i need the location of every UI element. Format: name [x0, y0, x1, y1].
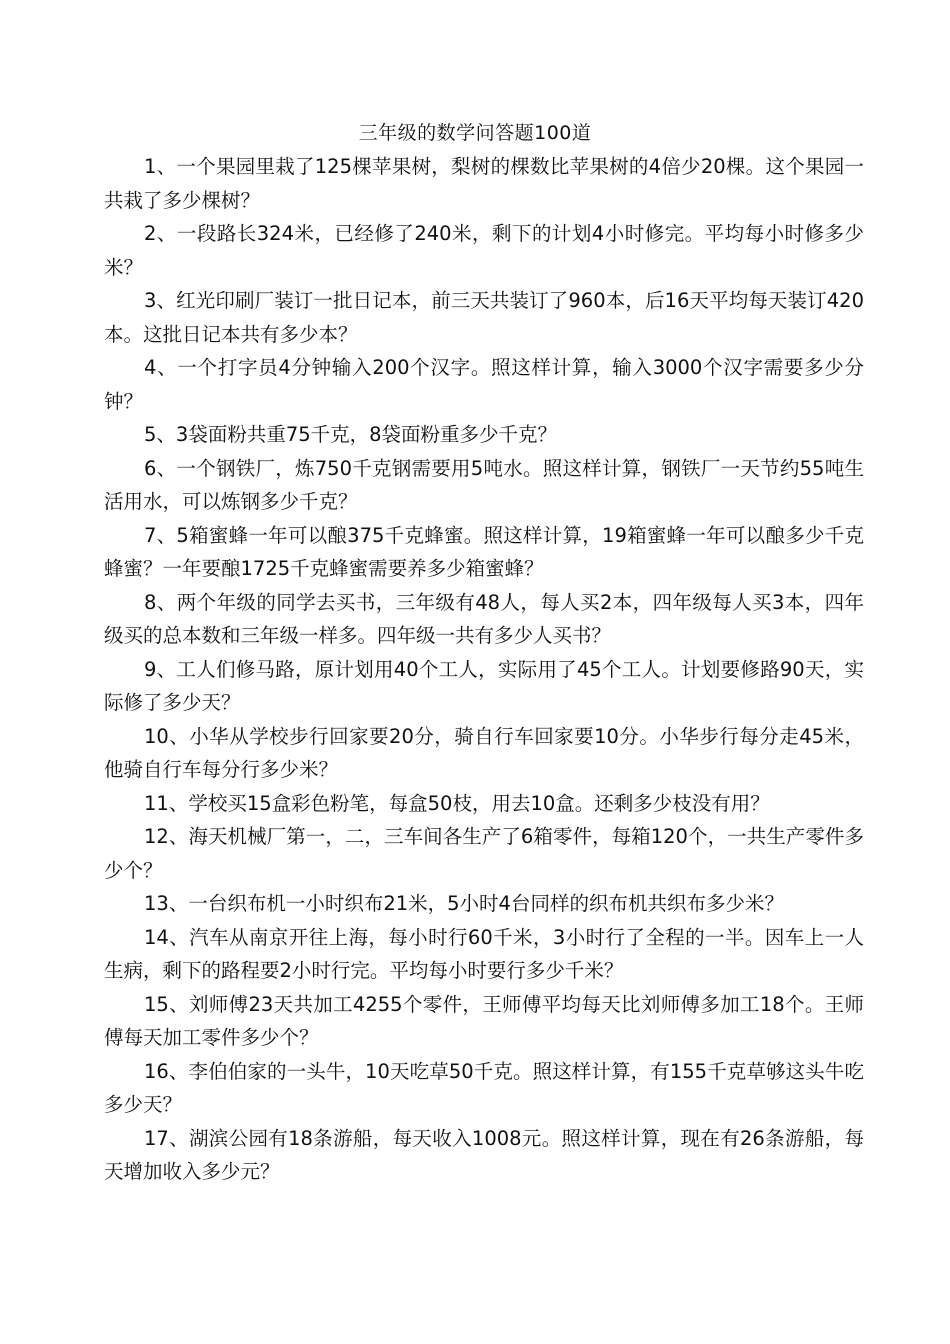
question-item: 5、3袋面粉共重75千克，8袋面粉重多少千克？: [144, 423, 558, 446]
question-item: 7、5箱蜜蜂一年可以酿375千克蜂蜜。照这样计算，19箱蜜蜂一年可以酿多少千克蜂蜜？一年要酿1725千克蜂蜜需要养多少箱蜜蜂？: [104, 523, 864, 580]
question-item: 16、李伯伯家的一头牛，10天吃草50千克。照这样计算，有155千克草够这头牛吃多少天？: [104, 1059, 864, 1116]
question-item: 9、工人们修马路，原计划用40个工人，实际用了45个工人。计划要修路90天，实际修了多少天？: [104, 657, 864, 714]
question-item: 11、学校买15盒彩色粉笔，每盒50枝，用去10盒。还剩多少枝没有用？: [144, 791, 770, 815]
question-list: [104, 150, 864, 1189]
question-item: 17、湖滨公园有18条游船，每天收入1008元。照这样计算，现在有26条游船，每天增加收入多少元？: [104, 1126, 864, 1183]
question-item: 8、两个年级的同学去买书，三年级有48人，每人买2本，四年级每人买3本，四年级买的总本数和三年级一样多。四年级一共有多少人买书？: [104, 590, 864, 647]
question-item: 1、一个果园里栽了125棵苹果树，梨树的棵数比苹果树的4倍少20棵。这个果园一共栽了多少棵树？: [104, 155, 864, 212]
question-item: 6、一个钢铁厂，炼750千克钢需要用5吨水。照这样计算，钢铁厂一天节约55吨生活用水，可以炼钢多少千克？: [104, 456, 864, 513]
question-item: 12、海天机械厂第一，二，三车间各生产了6箱零件，每箱120个，一共生产零件多少个？: [104, 825, 864, 882]
question-item: 4、一个打字员4分钟输入200个汉字。照这样计算，输入3000个汉字需要多少分钟？: [104, 356, 864, 413]
question-item: 10、小华从学校步行回家要20分，骑自行车回家要10分。小华步行每分走45米，他骑自行车每分行多少米？: [104, 724, 864, 781]
question-item: 3、红光印刷厂装订一批日记本，前三天共装订了960本，后16天平均每天装订420本。这批日记本共有多少本？: [104, 289, 864, 346]
document-title: 三年级的数学问答题100道: [358, 122, 592, 144]
question-item: 2、一段路长324米，已经修了240米，剩下的计划4小时修完。平均每小时修多少米？: [104, 222, 864, 279]
question-item: 15、刘师傅23天共加工4255个零件，王师傅平均每天比刘师傅多加工18个。王师傅每天加工零件多少个？: [104, 992, 864, 1049]
question-item: 13、一台织布机一小时织布21米，5小时4台同样的织布机共织布多少米？: [144, 892, 784, 915]
question-item: 14、汽车从南京开往上海，每小时行60千米，3小时行了全程的一半。因车上一人生病，剩下的路程要2小时行完。平均每小时要行多少千米？: [104, 925, 864, 982]
